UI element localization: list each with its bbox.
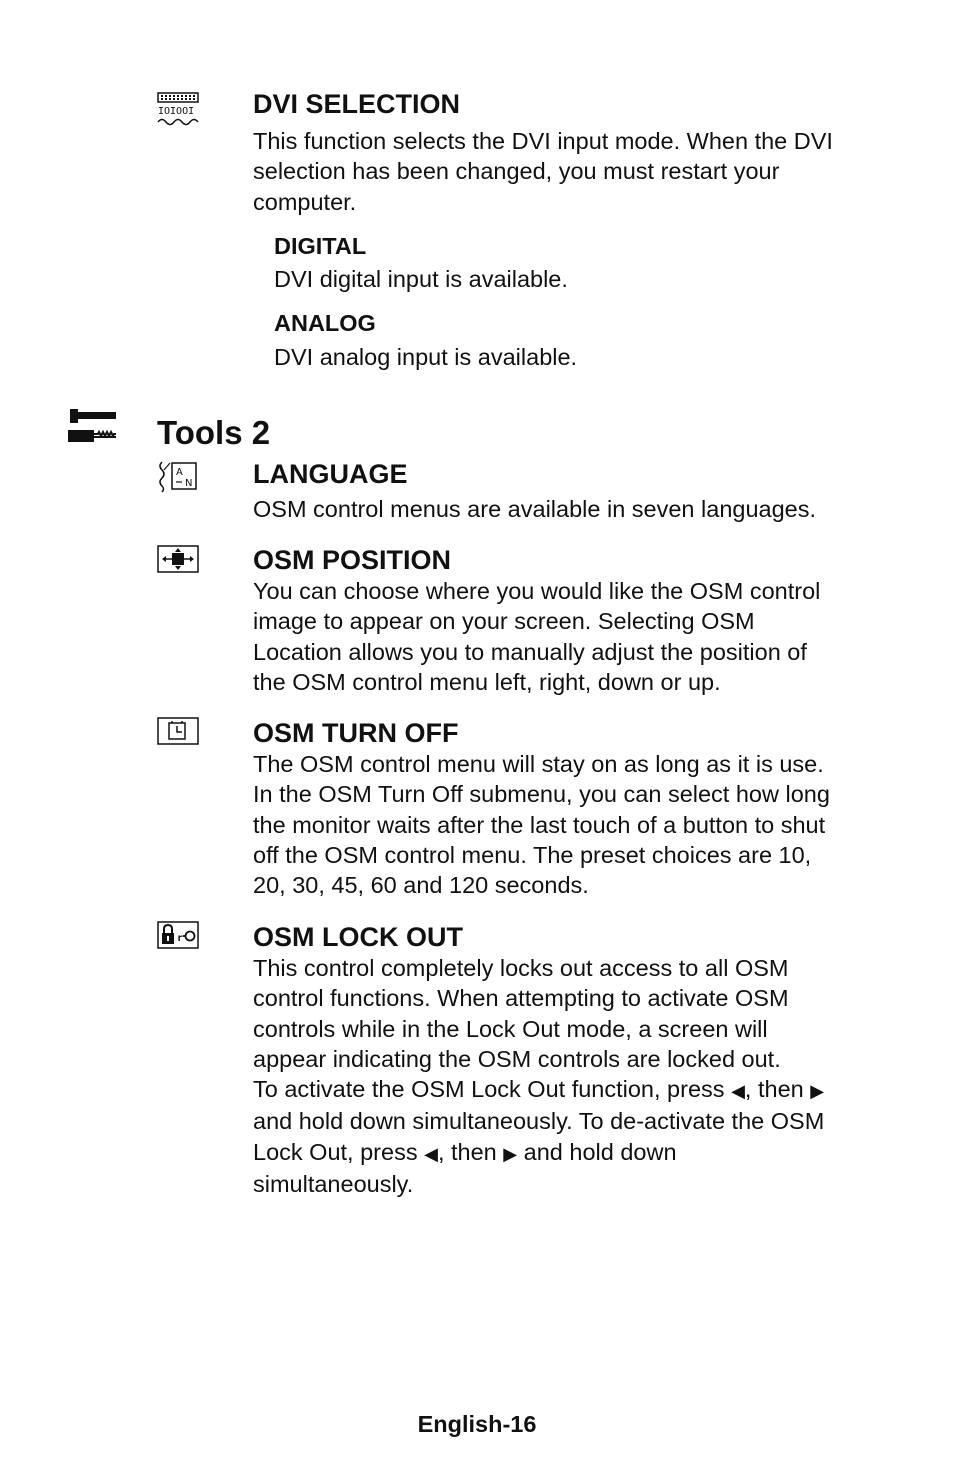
text-line: 20, 30, 45, 60 and 120 seconds.: [253, 872, 589, 899]
tools2-heading: Tools 2: [157, 414, 271, 451]
svg-text:N: N: [185, 478, 193, 489]
dvi-connector-icon: [156, 92, 198, 124]
right-arrow-icon: ▶: [810, 1081, 825, 1102]
position-move-icon: [156, 544, 198, 576]
text-line: [253, 1074, 824, 1106]
osm-position-description: [253, 576, 820, 697]
osm-turn-off-description: [253, 749, 830, 900]
text-line: the monitor waits after the last touch of a button to shut: [253, 811, 826, 838]
analog-option-description: DVI analog input is available.: [274, 344, 578, 370]
lock-key-icon: [156, 920, 198, 952]
digital-option-description: DVI digital input is available.: [274, 266, 568, 292]
text-line: selection has been changed, you must restart your: [253, 158, 780, 185]
deactivate-instruction-text: Lock Out, press: [253, 1138, 425, 1165]
text-line: Location allows you to manually adjust the position of: [253, 638, 807, 665]
osm-turn-off-heading: OSM TURN OFF: [253, 718, 459, 748]
text-line: This function selects the DVI input mode. When the DVI: [253, 128, 833, 154]
osm-position-heading: OSM POSITION: [253, 545, 452, 575]
digital-option-label: DIGITAL: [274, 233, 367, 259]
text-line: simultaneously.: [253, 1171, 414, 1198]
text-line: the OSM control menu left, right, down or up.: [253, 668, 721, 695]
dvi-selection-description: [253, 126, 833, 217]
text-line: appear indicating the OSM controls are locked out.: [253, 1045, 781, 1072]
left-arrow-icon: ◀: [424, 1143, 438, 1164]
text-line: OSM control menus are available in seven languages.: [253, 496, 817, 522]
language-heading: LANGUAGE: [253, 459, 408, 489]
activate-instruction-text: To activate the OSM Lock Out function, press: [253, 1076, 732, 1103]
text-line: [253, 1137, 824, 1169]
tools-wrench-icon: [66, 408, 118, 446]
activate-instruction-text: , then: [744, 1076, 811, 1103]
right-arrow-icon: ▶: [503, 1143, 518, 1164]
svg-text:r: r: [177, 933, 184, 944]
svg-text:A: A: [176, 467, 183, 478]
page-number: English-16: [417, 1411, 537, 1437]
text-line: off the OSM control menu. The preset choices are 10,: [253, 841, 812, 868]
text-line: You can choose where you would like the OSM control: [253, 578, 821, 604]
deactivate-instruction-text: , then: [437, 1138, 504, 1165]
dvi-selection-heading: DVI SELECTION: [253, 89, 461, 119]
text-line: image to appear on your screen. Selecting OSM: [253, 608, 755, 635]
text-line: and hold down simultaneously. To de-activate the OSM: [253, 1108, 825, 1135]
osm-lock-out-description: [253, 953, 824, 1199]
text-line: The OSM control menu will stay on as long as it is use.: [253, 751, 824, 777]
svg-text:IOIOOI: IOIOOI: [158, 106, 195, 117]
timer-clock-icon: [156, 716, 198, 748]
language-icon: [156, 460, 198, 492]
osm-lock-out-heading: OSM LOCK OUT: [253, 922, 463, 952]
analog-option-label: ANALOG: [274, 310, 376, 336]
deactivate-instruction-text: and hold down: [517, 1138, 677, 1165]
text-line: This control completely locks out access to all OSM: [253, 955, 789, 981]
text-line: control functions. When attempting to activate OSM: [253, 985, 789, 1012]
text-line: computer.: [253, 188, 357, 215]
text-line: controls while in the Lock Out mode, a screen will: [253, 1015, 768, 1042]
left-arrow-icon: ◀: [731, 1081, 745, 1102]
language-description: [253, 494, 816, 524]
text-line: In the OSM Turn Off submenu, you can select how long: [253, 781, 830, 808]
